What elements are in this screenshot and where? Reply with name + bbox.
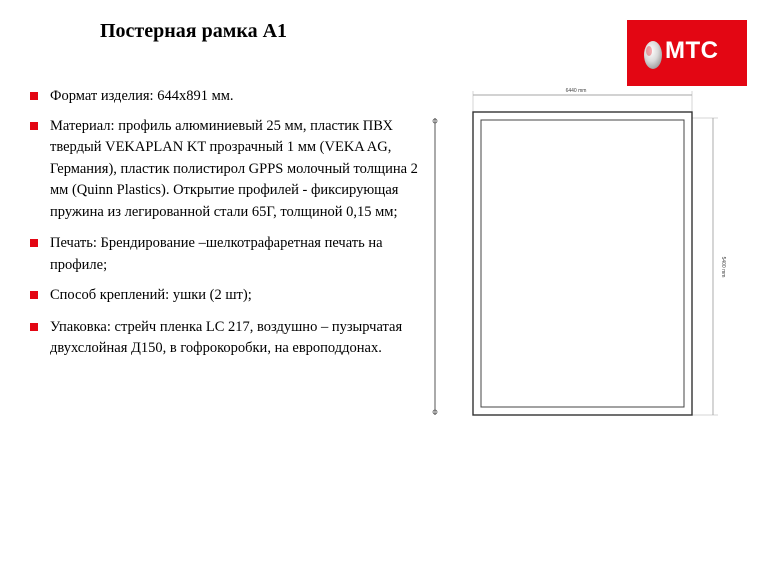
- logo-text: МТС: [665, 37, 719, 64]
- bullet-square-icon: [30, 239, 38, 247]
- list-item: [30, 285, 425, 307]
- bullet-square-icon: [30, 323, 38, 331]
- list-item: [30, 233, 425, 276]
- list-item: [30, 116, 425, 224]
- spec-mounting: Способ креплений: ушки (2 шт);: [50, 287, 252, 303]
- spec-print: Печать: Брендирование –шелкотрафаретная печать на профиле;: [50, 235, 383, 273]
- spec-list: [30, 86, 425, 360]
- spec-material: Материал: профиль алюминиевый 25 мм, пластик ПВХ твердый VEKAPLAN KT прозрачный 1 мм (VEKA AG, Германия), пластик полистирол GPPS молочный толщина 2 мм (Quinn Plastics). Открытие профилей - фиксирующая пружина из легированной стали 65Г, толщиной 0,15 мм;: [50, 117, 418, 220]
- list-item: [30, 317, 425, 360]
- bullet-square-icon: [30, 122, 38, 130]
- list-item: [30, 86, 425, 108]
- frame-inner: [481, 120, 684, 407]
- slide-title: Постерная рамка А1: [100, 20, 288, 42]
- frame-drawing: [430, 82, 740, 432]
- bullet-square-icon: [30, 291, 38, 299]
- mts-logo: [627, 20, 747, 86]
- height-label: 5400 mm: [720, 256, 726, 278]
- bullet-square-icon: [30, 92, 38, 100]
- width-label: 6440 mm: [565, 88, 587, 94]
- spec-packaging: Упаковка: стрейч пленка LC 217, воздушно – пузырчатая двухслойная Д150, в гофрокоробки, на европоддонах.: [50, 318, 403, 356]
- spec-format: Формат изделия: 644х891 мм.: [50, 88, 234, 104]
